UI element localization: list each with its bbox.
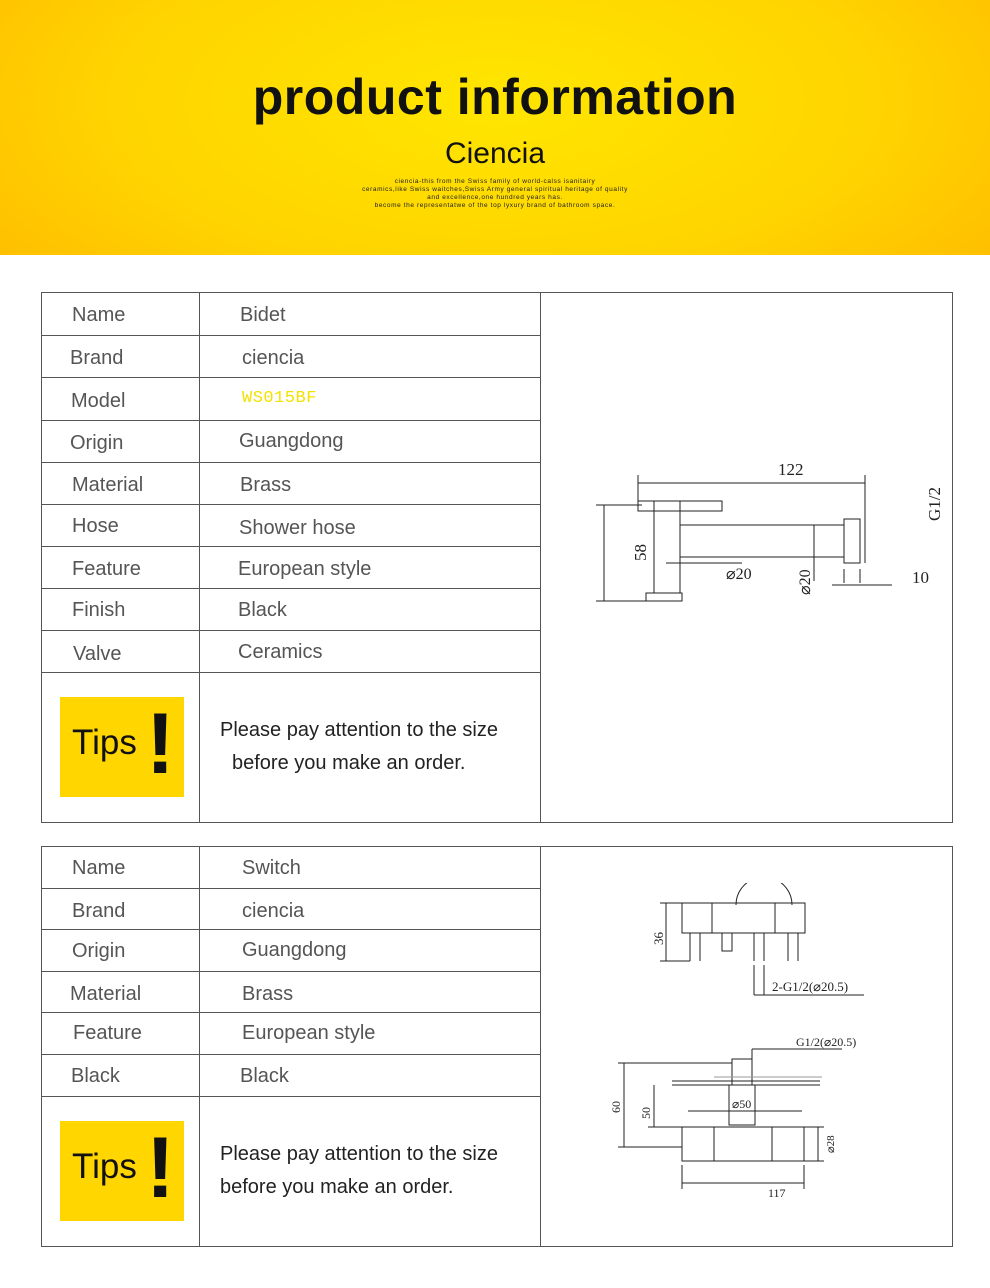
spec-row-origin — [42, 421, 540, 463]
spec-row-brand — [42, 889, 540, 930]
dimension-dia2-label: ⌀28 — [825, 1135, 837, 1153]
spec-value: European style — [238, 558, 372, 580]
dimension-height1-label: 60 — [609, 1101, 623, 1113]
dimension-end-label: 10 — [912, 568, 929, 587]
switch-side-drawing — [602, 1029, 922, 1209]
tips-message — [220, 714, 498, 780]
column-divider — [540, 293, 541, 822]
dimension-width-label: 122 — [778, 460, 804, 479]
brand-blurb — [0, 178, 990, 210]
spec-row-valve — [42, 631, 540, 673]
blurb-line: become the representatwe of the top lyxury brand of bathroom space. — [374, 202, 616, 209]
dimension-dia-label: ⌀50 — [732, 1097, 752, 1111]
page-title: product information — [252, 69, 738, 125]
spec-value: ciencia — [242, 900, 305, 922]
switch-top-drawing — [642, 883, 912, 1003]
spec-row-finish — [42, 589, 540, 631]
spec-row-black — [42, 1055, 540, 1097]
dimension-thread-label: G1/2 — [925, 487, 944, 521]
spec-label: Finish — [72, 599, 126, 621]
spec-value: Guangdong — [242, 939, 347, 961]
exclamation-icon: ! — [146, 1120, 175, 1216]
dimension-thread-label: G1/2(⌀20.5) — [796, 1035, 857, 1049]
blurb-line: ceramics,like Swiss waitches,Swiss Army general spiritual heritage of quality — [362, 186, 628, 193]
tips-label: Tips — [72, 1147, 137, 1186]
spec-row-brand — [42, 336, 540, 378]
brand-subtitle: Ciencia — [444, 137, 546, 170]
dimension-width-label: 117 — [768, 1186, 786, 1200]
tips-badge — [60, 1121, 184, 1221]
blurb-line: and excellence,one hundred years has. — [427, 194, 563, 201]
spec-value: Bidet — [240, 304, 286, 326]
spec-row-name — [42, 293, 540, 336]
dimension-height-label: 58 — [631, 544, 650, 561]
spec-label: Hose — [72, 515, 119, 537]
product-table-bidet — [41, 292, 953, 823]
spec-label: Name — [72, 857, 126, 879]
tips-line: Please pay attention to the size — [220, 719, 498, 741]
spec-label: Brand — [72, 900, 126, 922]
spec-label: Model — [71, 390, 126, 412]
spec-label: Material — [72, 474, 144, 496]
spec-label: Valve — [73, 643, 122, 665]
dimension-dia1-label: ⌀20 — [726, 566, 752, 583]
spec-label: Origin — [72, 940, 126, 962]
spec-value: WS015BF — [242, 389, 317, 408]
spec-row-origin — [42, 930, 540, 972]
spec-label: Feature — [73, 1022, 142, 1044]
spec-label: Origin — [70, 432, 124, 454]
dimension-height-label: 36 — [651, 932, 666, 945]
dimension-thread-label: 2-G1/2(⌀20.5) — [772, 979, 849, 994]
dimension-height2-label: 50 — [639, 1107, 653, 1119]
spec-label: Brand — [70, 347, 124, 369]
spec-row-hose — [42, 505, 540, 547]
spec-value: European style — [242, 1022, 376, 1044]
spec-label: Name — [72, 304, 126, 326]
spec-row-material — [42, 972, 540, 1013]
tips-line: before you make an order. — [232, 752, 466, 774]
spec-row-feature — [42, 1013, 540, 1055]
spec-row-name — [42, 847, 540, 889]
spec-value: ciencia — [242, 347, 305, 369]
tips-line: Please pay attention to the size — [220, 1143, 498, 1165]
tips-badge — [60, 697, 184, 797]
spec-value: Shower hose — [239, 517, 356, 539]
spec-row-feature — [42, 547, 540, 589]
spec-value: Brass — [242, 983, 294, 1005]
tips-label: Tips — [72, 723, 137, 762]
spec-value: Switch — [242, 857, 301, 879]
dimension-dia2-label: ⌀20 — [797, 569, 814, 595]
header-banner — [0, 0, 990, 255]
spec-label: Black — [71, 1065, 120, 1087]
tips-line: before you make an order. — [220, 1176, 454, 1198]
exclamation-icon: ! — [146, 696, 175, 792]
tips-message — [220, 1138, 498, 1204]
column-divider — [540, 847, 541, 1246]
spec-row-material — [42, 463, 540, 505]
product-table-switch — [41, 846, 953, 1247]
bidet-dimension-drawing — [582, 453, 952, 623]
spec-label: Feature — [72, 558, 141, 580]
spec-value: Brass — [240, 474, 292, 496]
spec-label: Material — [70, 983, 142, 1005]
spec-value: Guangdong — [239, 430, 344, 452]
spec-value: Ceramics — [238, 641, 323, 663]
spec-row-model — [42, 378, 540, 421]
spec-value: Black — [240, 1065, 289, 1087]
blurb-line: ciencia-this from the Swiss family of world-calss isanitairy — [394, 178, 596, 185]
spec-value: Black — [238, 599, 287, 621]
